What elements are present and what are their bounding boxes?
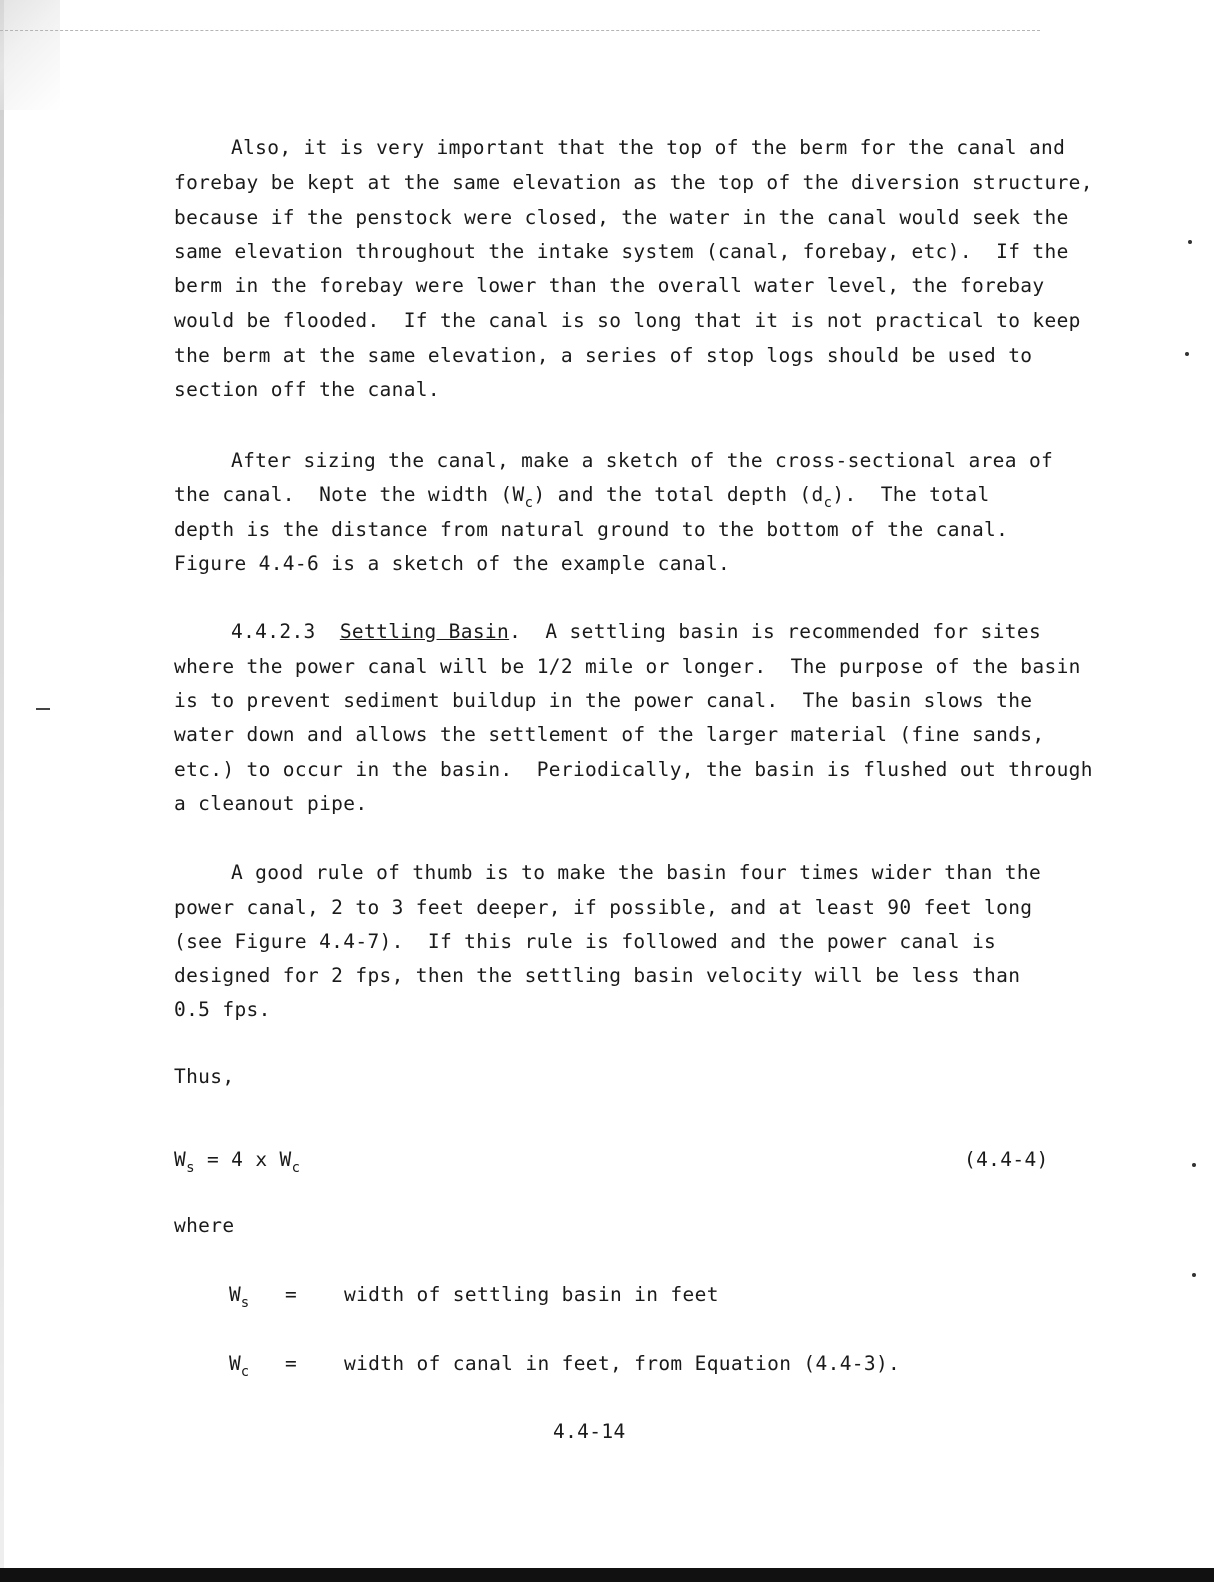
- scan-corner-smudge: [0, 0, 60, 110]
- text-line: because if the penstock were closed, the water in the canal would seek the: [174, 206, 1069, 229]
- text-line: water down and allows the settlement of the larger material (fine sands,: [174, 723, 1045, 746]
- scan-speck: [1188, 240, 1192, 244]
- text-line: [174, 483, 990, 511]
- text-line: forebay be kept at the same elevation as the top of the diversion structure,: [174, 171, 1093, 194]
- subscript: c: [823, 495, 833, 511]
- text-line: designed for 2 fps, then the settling basin velocity will be less than: [174, 964, 1021, 987]
- equation-expression: $W_s = 4$ x $W_c$: [174, 1148, 301, 1176]
- scan-bottom-edge: [0, 1568, 1214, 1582]
- section-title: Settling Basin: [339, 620, 510, 643]
- text-line: (see Figure 4.4-7). If this rule is followed and the power canal is: [174, 930, 997, 953]
- text-line: a cleanout pipe.: [174, 792, 368, 815]
- margin-mark: [36, 708, 50, 710]
- definition-equals: =: [285, 1352, 297, 1375]
- top-dashed-rule: [0, 30, 1040, 31]
- subscript: c: [524, 495, 534, 511]
- text-line: the berm at the same elevation, a series of stop logs should be used to: [174, 344, 1033, 367]
- subscript: s: [186, 1160, 195, 1176]
- text-line: same elevation throughout the intake system (canal, forebay, etc). If the: [174, 240, 1069, 263]
- text-line: is to prevent sediment buildup in the power canal. The basin slows the: [174, 689, 1033, 712]
- text-line: power canal, 2 to 3 feet deeper, if possible, and at least 90 feet long: [174, 896, 1033, 919]
- section-heading-line: [231, 622, 1041, 642]
- text-line: A good rule of thumb is to make the basin four times wider than the: [231, 861, 1042, 884]
- definition-text: width of canal in feet, from Equation (4.4-3).: [344, 1352, 901, 1375]
- text-line: Figure 4.4-6 is a sketch of the example canal.: [174, 552, 731, 575]
- subscript: c: [291, 1160, 301, 1176]
- text-line: depth is the distance from natural ground to the bottom of the canal.: [174, 518, 1009, 541]
- scan-left-edge: [0, 0, 4, 1582]
- text-line: After sizing the canal, make a sketch of the cross-sectional area of: [231, 449, 1054, 472]
- scan-speck: [1192, 1163, 1196, 1167]
- equation-number: (4.4-4): [964, 1148, 1049, 1171]
- text-run: ). The total: [832, 483, 990, 506]
- text-line: Also, it is very important that the top of the berm for the canal and: [231, 136, 1066, 159]
- scan-speck: [1192, 1273, 1196, 1277]
- section-number: 4.4.2.3: [231, 620, 316, 643]
- definition-symbol: $W_c$: [229, 1352, 250, 1380]
- text-line: section off the canal.: [174, 378, 440, 401]
- definition-text: width of settling basin in feet: [344, 1283, 719, 1306]
- text-line: berm in the forebay were lower than the overall water level, the forebay: [174, 274, 1045, 297]
- definition-equals: =: [285, 1283, 297, 1306]
- text-line: where the power canal will be 1/2 mile or longer. The purpose of the basin: [174, 655, 1081, 678]
- text-run: . A settling basin is recommended for sites: [509, 620, 1042, 643]
- text-run: the canal. Note the width (W: [174, 483, 525, 506]
- definition-symbol: $W_s$: [229, 1283, 250, 1311]
- document-page: Also, it is very important that the top of the berm for the canal and forebay be kept at the same elevation as the top of the diversion structure, because if the penstock were closed, the water in the canal would seek the same elevation throughout the intake system (canal, forebay, etc). If the berm in the forebay were lower than the overall water level, the forebay would be flooded. If the canal is so long that it is not practical to keep the berm at the same elevation, a series of stop logs should be used to section off the canal. After sizing the canal, make a sketch of the cross-sectional area of the canal. Note the width $(W_c)$ and the total depth $(d_c)$. The total depth is the distance from natural ground to the bottom of the canal. Figure 4.4-6 is a sketch of the example canal. 4.4.2.3 Settling Basin. A settling basin is recommended for sites where the power canal will be 1/2 mile or longer. The purpose of the basin is to prevent sediment buildup in the power canal. The basin slows the water down and allows the settlement of the larger material (fine sands, etc.) to occur in the basin. Periodically, the basin is flushed out through a cleanout pipe. A good rule of thumb is to make the basin four times wider than the power canal, 2 to 3 feet deeper, if possible, and at least 90 feet long (see Figure 4.4-7). If this rule is followed and the power canal is designed for 2 fps, then the settling basin velocity will be less than 0.5 fps. Thus, $W_s = 4$ x $W_c$ (4.4-4) where $W_s$ = width of settling basin in feet $W_c$ = width of canal in feet, from Equation (4.4-3). 4.4-14: [0, 0, 1214, 1582]
- text-run: ) and the total depth (d: [533, 483, 824, 506]
- scan-speck: [1185, 352, 1189, 356]
- text-line: 0.5 fps.: [174, 998, 271, 1021]
- text-line: would be flooded. If the canal is so long that it is not practical to keep: [174, 309, 1081, 332]
- text-line: etc.) to occur in the basin. Periodically, the basin is flushed out through: [174, 758, 1093, 781]
- page-number: 4.4-14: [553, 1420, 626, 1443]
